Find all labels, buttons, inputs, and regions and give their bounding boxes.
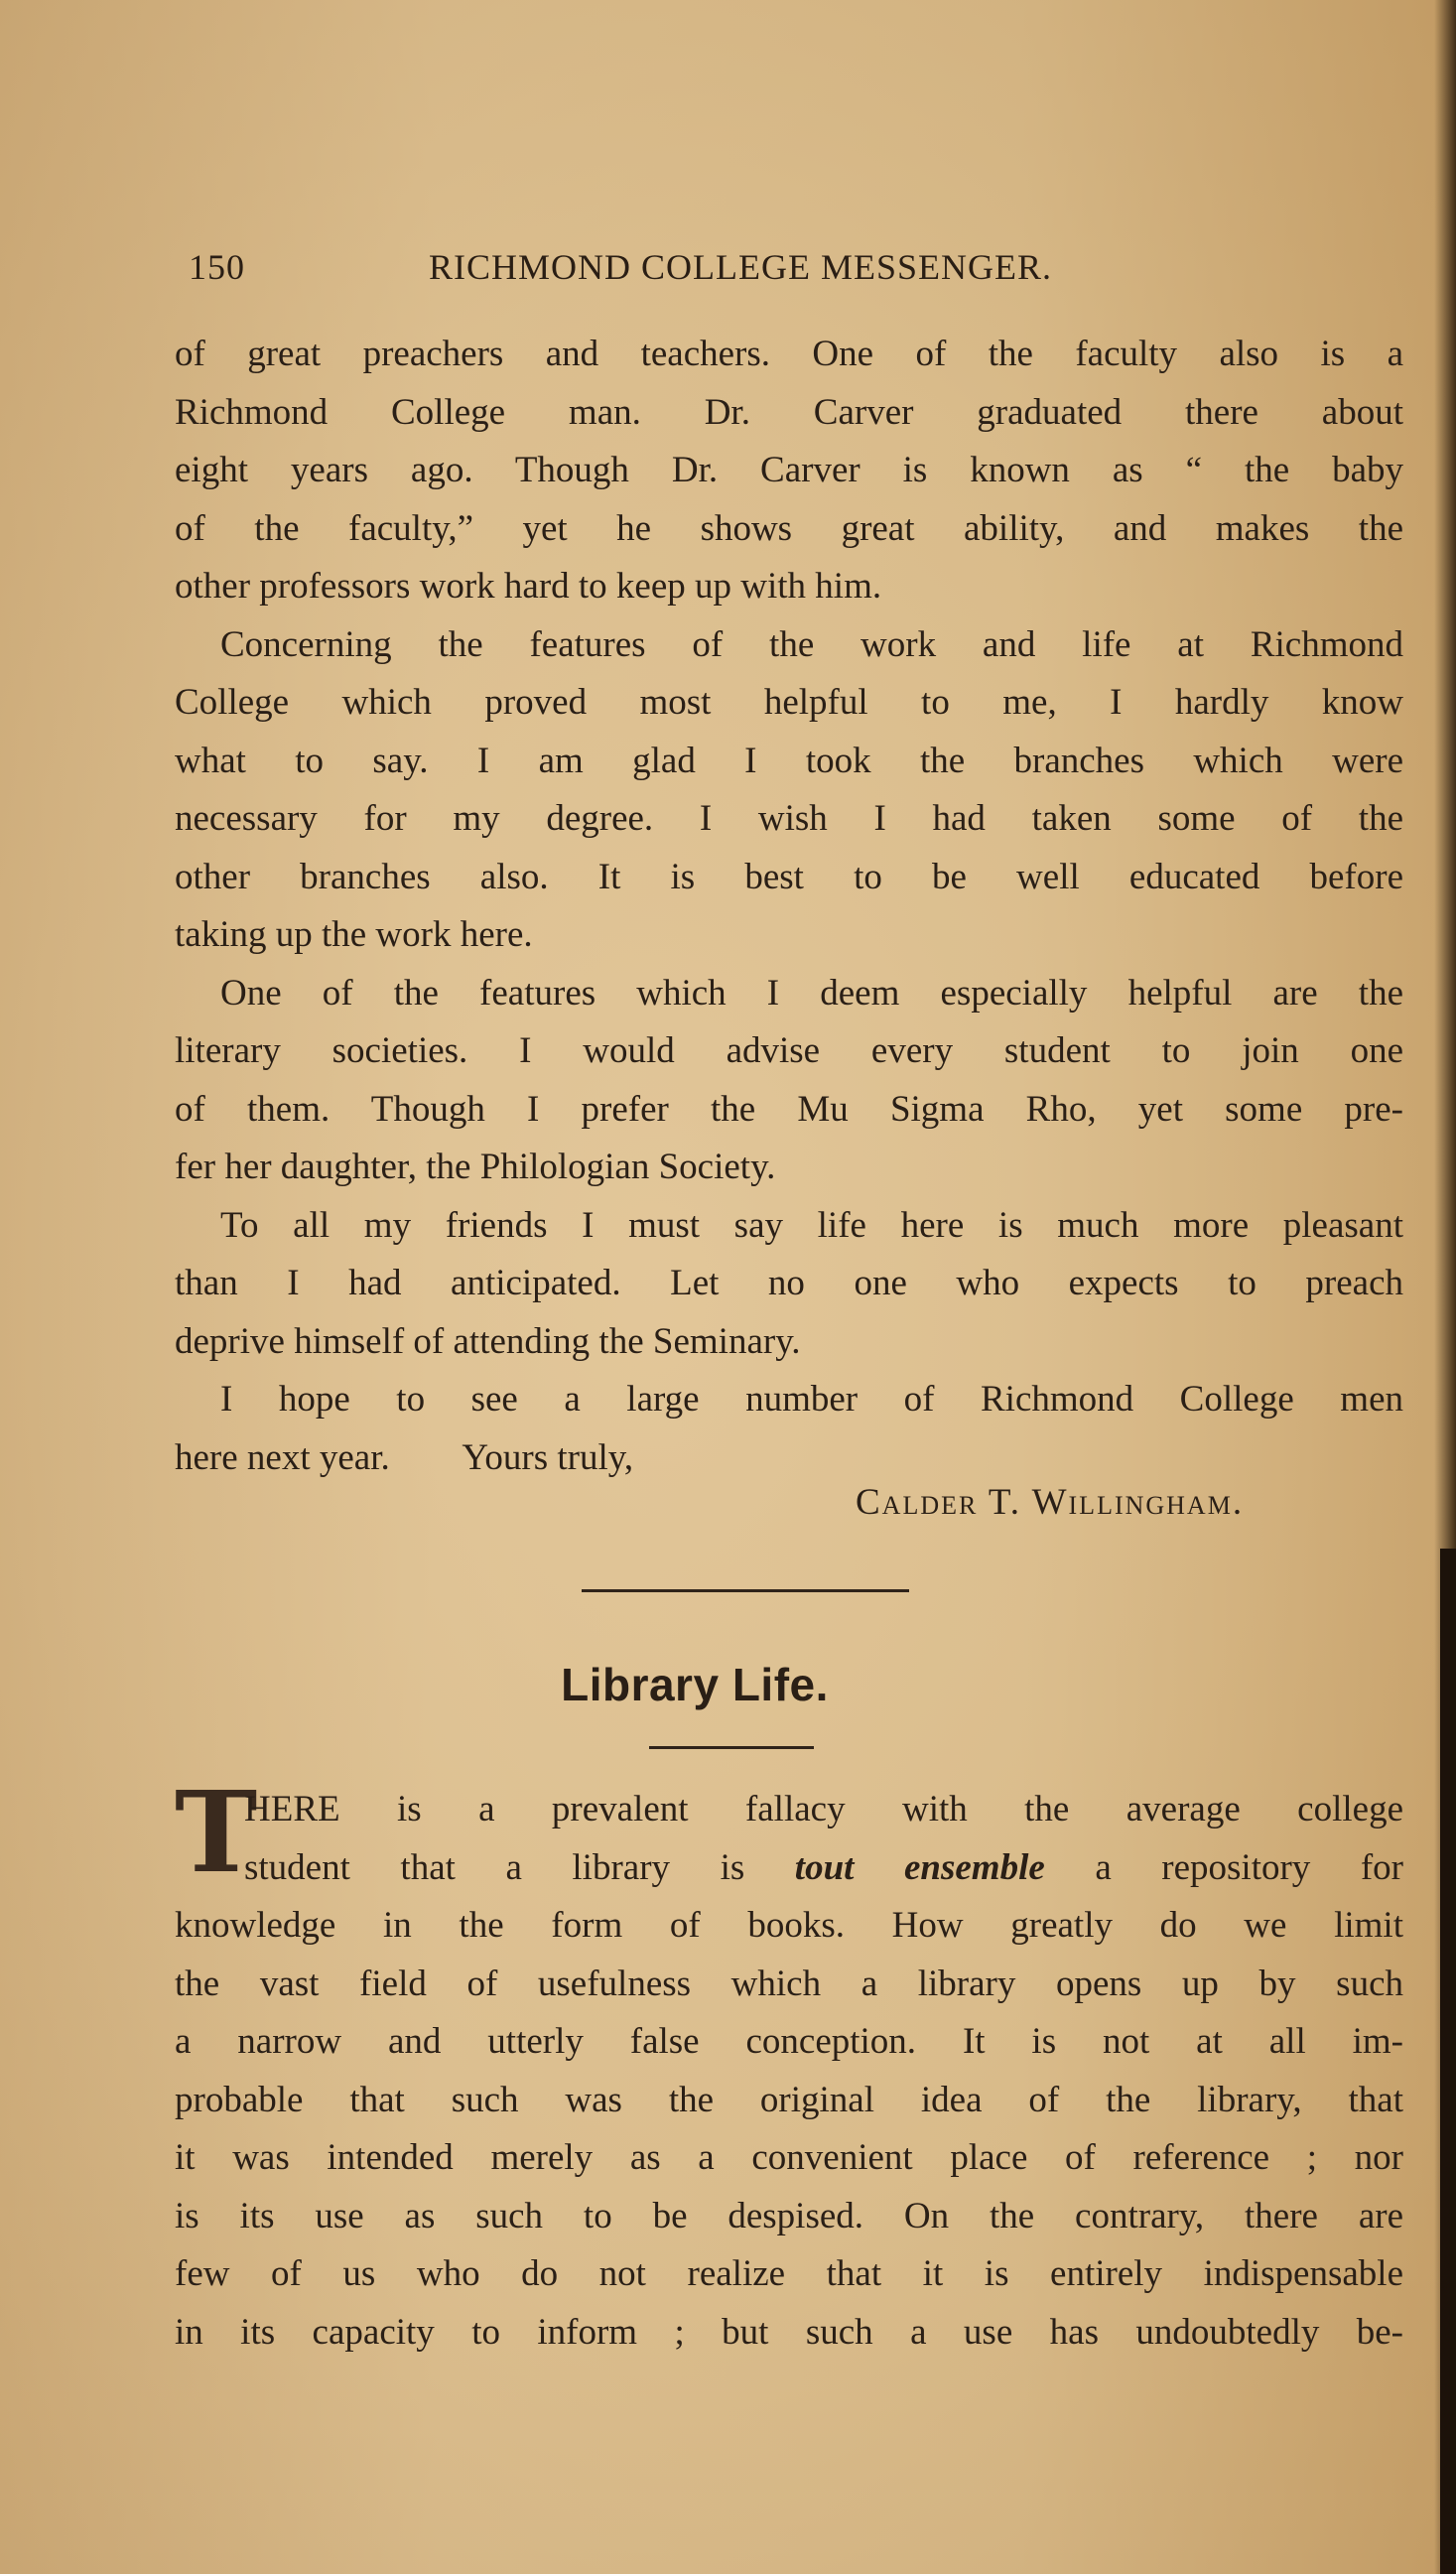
italic-phrase: tout ensemble xyxy=(794,1846,1045,1888)
letter-signature: Calder T. Willingham. xyxy=(856,1482,1245,1523)
text-line: I hope to see a large number of Richmond College men xyxy=(220,1379,1403,1420)
text-line: probable that such was the original idea of the library, that xyxy=(175,2079,1403,2120)
drop-cap: T xyxy=(175,1768,258,1898)
text-line: necessary for my degree. I wish I had taken some of the xyxy=(175,798,1403,839)
text-line: it was intended merely as a convenient place of reference ; nor xyxy=(175,2137,1403,2178)
text-line: knowledge in the form of books. How greatly do we limit xyxy=(175,1905,1403,1946)
text-line: taking up the work here. xyxy=(175,914,533,955)
text-line: HERE is a prevalent fallacy with the average college xyxy=(244,1789,1403,1829)
section-divider xyxy=(582,1589,909,1592)
text-line: here next year. Yours truly, xyxy=(175,1436,634,1478)
letter-body xyxy=(175,326,1403,1487)
title-underline xyxy=(649,1746,814,1749)
text-line: the vast field of usefulness which a library opens up by such xyxy=(175,1963,1403,2004)
text-line: literary societies. I would advise every student to join one xyxy=(175,1030,1403,1071)
text-line: student that a library is tout ensemble a repository for xyxy=(244,1846,1403,1888)
text-line: is its use as such to be despised. On the contrary, there are xyxy=(175,2195,1403,2236)
text-line: eight years ago. Though Dr. Carver is known as “ the baby xyxy=(175,450,1403,490)
text-line: Concerning the features of the work and life at Richmond xyxy=(220,623,1403,665)
text-line: few of us who do not realize that it is entirely indispensable xyxy=(175,2253,1403,2294)
text-line: of them. Though I prefer the Mu Sigma Rho, yet some pre- xyxy=(175,1088,1403,1130)
running-header xyxy=(175,246,1167,292)
text-line: To all my friends I must say life here is much more pleasant xyxy=(220,1204,1403,1246)
text-line: One of the features which I deem especially helpful are the xyxy=(220,972,1403,1014)
text-line: in its capacity to inform ; but such a use has undoubtedly be- xyxy=(175,2311,1403,2353)
text-line: Richmond College man. Dr. Carver graduated there about xyxy=(175,391,1403,433)
text-line: than I had anticipated. Let no one who expects to preach xyxy=(175,1263,1403,1303)
text-line: what to say. I am glad I took the branches which were xyxy=(175,740,1403,781)
article-title: Library Life. xyxy=(561,1659,829,1710)
text-line: other professors work hard to keep up with him. xyxy=(175,566,882,607)
text-line: fer her daughter, the Philologian Society. xyxy=(175,1147,776,1187)
text-line: of great preachers and teachers. One of the faculty also is a xyxy=(175,334,1403,374)
journal-title: RICHMOND COLLEGE MESSENGER. xyxy=(429,247,1053,287)
page-number: 150 xyxy=(189,247,245,287)
article-body xyxy=(175,1768,1403,2362)
text-line: of the faculty,” yet he shows great ability, and makes the xyxy=(175,507,1403,549)
text-line: other branches also. It is best to be well educated before xyxy=(175,856,1403,897)
text-line: College which proved most helpful to me, I hardly know xyxy=(175,682,1403,723)
page-edge-dark xyxy=(1440,1549,1456,2574)
text-line: deprive himself of attending the Seminary. xyxy=(175,1320,801,1362)
text-line: a narrow and utterly false conception. It is not at all im- xyxy=(175,2021,1403,2062)
